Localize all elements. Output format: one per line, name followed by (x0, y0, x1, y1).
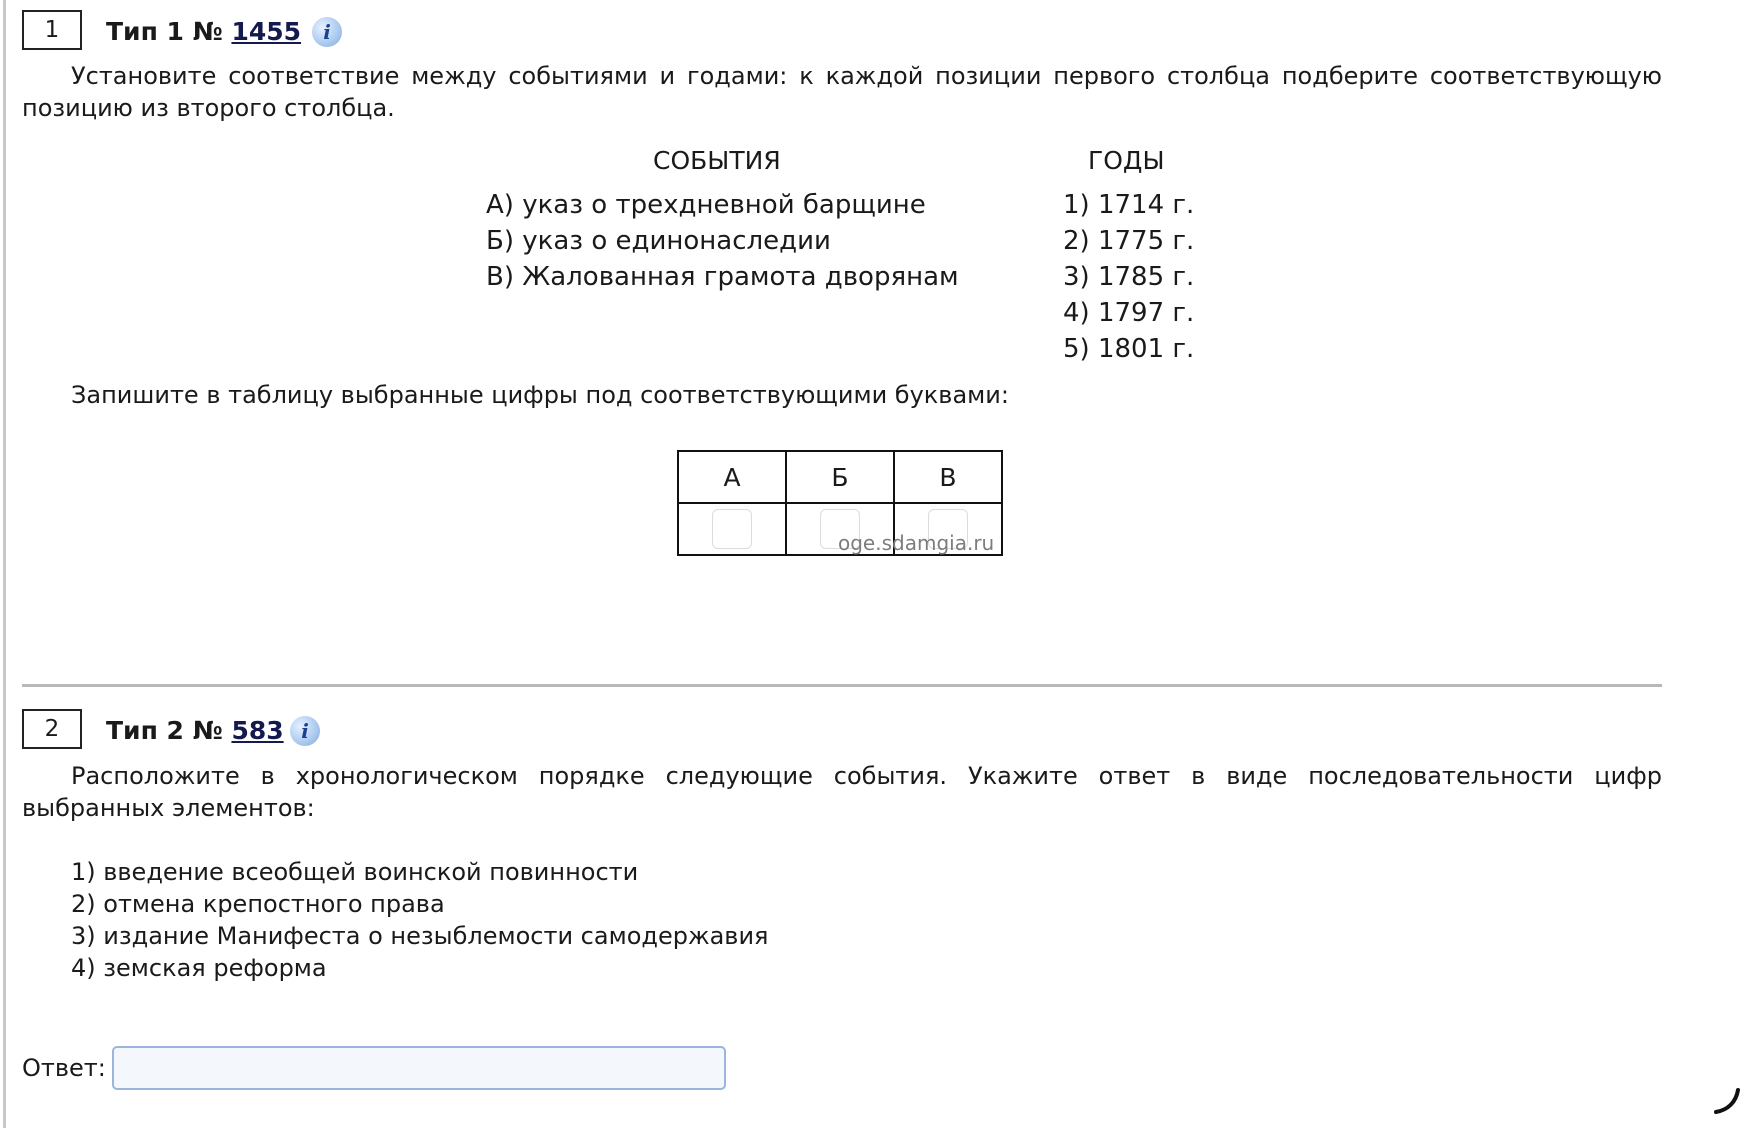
answer-input[interactable] (112, 1046, 726, 1090)
task-id-link[interactable]: 583 (231, 716, 284, 745)
year-item: 4) 1797 г. (1063, 298, 1195, 328)
info-icon[interactable]: i (290, 716, 320, 746)
list-item: 1) введение всеобщей воинской повинности (71, 858, 639, 886)
answer-table-header-b: Б (786, 451, 894, 503)
task-1 (22, 0, 1662, 46)
list-item: 4) земская реформа (71, 954, 327, 982)
task-id-link[interactable]: 1455 (231, 17, 302, 46)
year-item: 2) 1775 г. (1063, 226, 1195, 256)
task-title (106, 716, 284, 745)
task-1-header (22, 0, 1662, 46)
event-item: А) указ о трехдневной барщине (486, 190, 926, 220)
task-1-instruction: Установите соответствие между событиями и годами: к каждой позиции первого столбца подберите соответствующую позицию из второго столбца. (22, 62, 1662, 122)
event-item: Б) указ о единонаследии (486, 226, 831, 256)
answer-table-header-a: А (678, 451, 786, 503)
years-header: ГОДЫ (1088, 146, 1165, 175)
year-item: 5) 1801 г. (1063, 334, 1195, 364)
list-item: 3) издание Манифеста о незыблемости самодержавия (71, 922, 769, 950)
task-type-label: Тип 2 № (106, 716, 232, 745)
left-border (3, 0, 6, 1128)
event-item: В) Жалованная грамота дворянам (486, 262, 959, 292)
info-icon[interactable]: i (312, 17, 342, 47)
watermark: oge.sdamgia.ru (838, 531, 995, 555)
answer-cell-a-input[interactable] (712, 509, 752, 549)
task-number-box: 1 (22, 10, 82, 50)
task-2-instruction: Расположите в хронологическом порядке следующие события. Укажите ответ в виде последовательности цифр выбранных элементов: (22, 762, 1662, 822)
task-divider (22, 684, 1662, 687)
list-item: 2) отмена крепостного права (71, 890, 445, 918)
answer-table-header-row (678, 451, 1002, 503)
answer-table-header-v: В (894, 451, 1002, 503)
task-2 (22, 699, 1662, 745)
task-title (106, 17, 301, 46)
task-2-header (22, 699, 1662, 745)
events-header: СОБЫТИЯ (653, 146, 781, 175)
year-item: 3) 1785 г. (1063, 262, 1195, 292)
task-type-label: Тип 1 № (106, 17, 232, 46)
year-item: 1) 1714 г. (1063, 190, 1195, 220)
table-instruction: Запишите в таблицу выбранные цифры под соответствующими буквами: (71, 381, 1009, 409)
task-number-box: 2 (22, 709, 82, 749)
resize-handle-icon[interactable] (1712, 1086, 1742, 1116)
answer-label: Ответ: (22, 1054, 106, 1082)
